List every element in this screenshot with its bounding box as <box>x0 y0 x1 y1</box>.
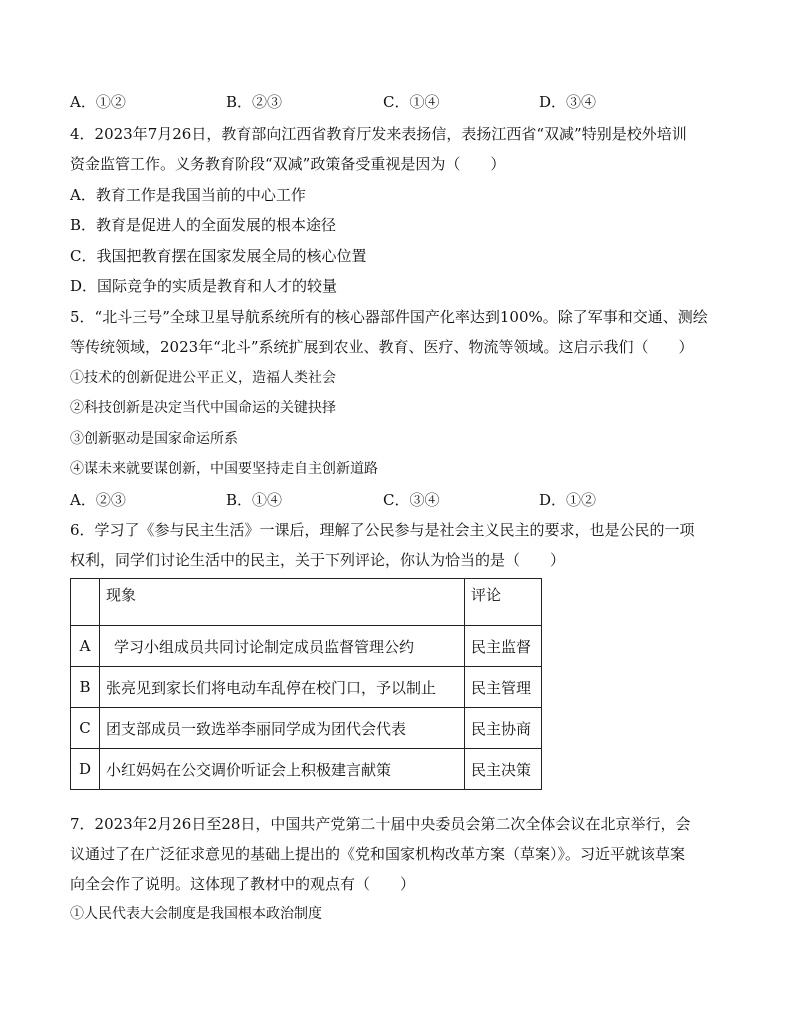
table-row <box>71 626 542 667</box>
table-cell: D <box>71 749 100 790</box>
q5-stem-line-1: 5．“北斗三号”全球卫星导航系统所有的核心器部件国产化率达到100%。除了军事和交通、测绘 <box>70 308 708 326</box>
q6-stem-line-1: 6．学习了《参与民主生活》一课后，理解了公民参与是社会主义民主的要求，也是公民的一项 <box>70 521 695 539</box>
q5-statement-3: ③创新驱动是国家命运所系 <box>70 431 238 447</box>
table-header-cell: 现象 <box>100 579 465 626</box>
q7-stem-line-1: 7．2023年2月26日至28日，中国共产党第二十届中央委员会第二次全体会议在北京举行，会 <box>70 815 691 833</box>
q3-option-d: D．③④ <box>539 93 597 111</box>
q5-statement-4: ④谋未来就要谋创新，中国要坚持走自主创新道路 <box>70 461 378 477</box>
q7-statement-1: ①人民代表大会制度是我国根本政治制度 <box>70 906 322 922</box>
q5-stem-line-2: 等传统领域，2023年“北斗”系统扩展到农业、教育、医疗、物流等领域。这启示我们（ ） <box>70 338 694 356</box>
table-cell: 张亮见到家长们将电动车乱停在校门口，予以制止 <box>100 667 465 708</box>
q4-option-a: A．教育工作是我国当前的中心工作 <box>70 186 306 204</box>
q5-option-c: C．③④ <box>383 491 440 509</box>
q3-option-b: B．②③ <box>226 93 283 111</box>
q4-option-c: C．我国把教育摆在国家发展全局的核心位置 <box>70 247 367 265</box>
q4-option-b: B．教育是促进人的全面发展的根本途径 <box>70 216 337 234</box>
table-cell: 民主监督 <box>465 626 542 667</box>
table-cell: 民主协商 <box>465 708 542 749</box>
table-cell: 小红妈妈在公交调价听证会上积极建言献策 <box>100 749 465 790</box>
table-cell: C <box>71 708 100 749</box>
table-cell: 民主决策 <box>465 749 542 790</box>
q3-option-a: A．①② <box>70 93 126 111</box>
table-cell: B <box>71 667 100 708</box>
q3-options <box>70 91 710 113</box>
table-cell: 学习小组成员共同讨论制定成员监督管理公约 <box>100 626 465 667</box>
q6-table <box>70 578 542 790</box>
q5-option-d: D．①② <box>539 491 597 509</box>
q5-options <box>70 489 710 511</box>
table-header-cell <box>71 579 100 626</box>
q5-statement-1: ①技术的创新促进公平正义，造福人类社会 <box>70 370 336 386</box>
table-cell: 民主管理 <box>465 667 542 708</box>
table-row <box>71 749 542 790</box>
q6-stem-line-2: 权利，同学们讨论生活中的民主，关于下列评论，你认为恰当的是（ ） <box>70 551 566 569</box>
table-cell: 团支部成员一致选举李丽同学成为团代会代表 <box>100 708 465 749</box>
q4-stem-line-1: 4．2023年7月26日，教育部向江西省教育厅发来表扬信，表扬江西省“双减”特别是校外培训 <box>70 125 687 143</box>
q7-stem-line-2: 议通过了在广泛征求意见的基础上提出的《党和国家机构改革方案（草案）》。习近平就该草案 <box>70 845 686 863</box>
q4-stem-line-2: 资金监管工作。义务教育阶段“双减”政策备受重视是因为（ ） <box>70 155 506 173</box>
q5-option-a: A．②③ <box>70 491 126 509</box>
table-cell: A <box>71 626 100 667</box>
q7-stem-line-3: 向全会作了说明。这体现了教材中的观点有（ ） <box>70 875 416 893</box>
q5-statement-2: ②科技创新是决定当代中国命运的关键抉择 <box>70 400 336 416</box>
q4-option-d: D．国际竞争的实质是教育和人才的较量 <box>70 277 338 295</box>
q5-option-b: B．①④ <box>226 491 283 509</box>
table-row <box>71 708 542 749</box>
table-row <box>71 667 542 708</box>
table-header-row <box>71 579 542 626</box>
table-header-cell: 评论 <box>465 579 542 626</box>
q3-option-c: C．①④ <box>383 93 440 111</box>
